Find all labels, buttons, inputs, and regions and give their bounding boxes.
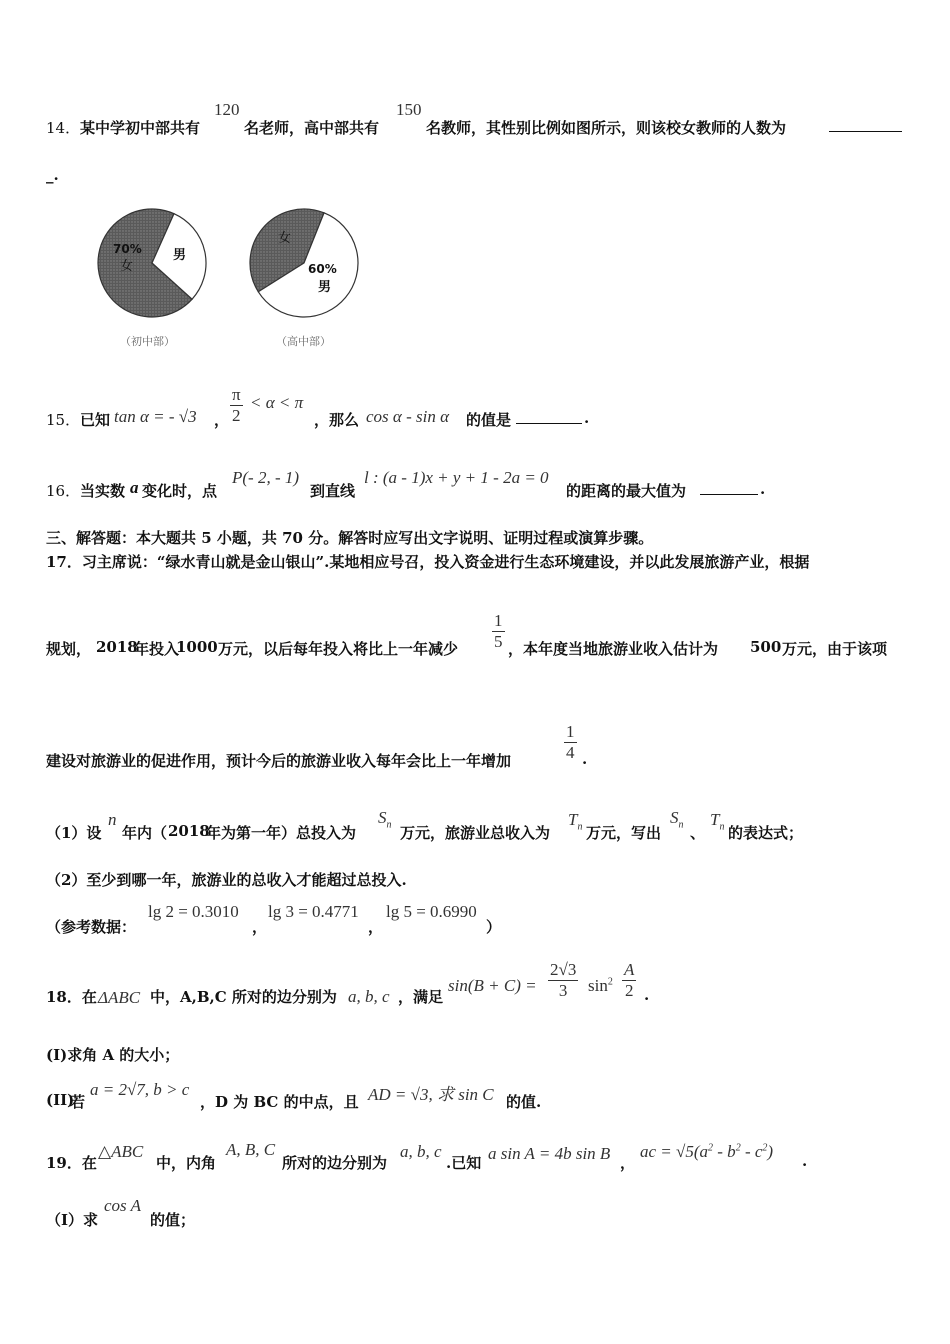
q17-text-2b: 年投入 <box>134 640 180 658</box>
q17-p1-year: 2018 <box>168 822 210 840</box>
q15-text-3: 的值是 <box>466 411 512 429</box>
q14-answer-blank <box>829 117 902 132</box>
q14-pie-charts <box>80 200 380 360</box>
pie-senior-female-label: 女 <box>278 231 292 246</box>
q17-reference <box>46 900 906 936</box>
q17-p1-b: 年内（ <box>122 824 168 842</box>
q18-part-I <box>46 1044 179 1065</box>
q15-line <box>46 385 906 431</box>
q15-inequality: < α < π <box>250 393 304 412</box>
q17-Sn: $S_n$ <box>378 808 392 831</box>
pie-senior-male-label: 男 <box>318 280 332 295</box>
q14-number-150: 150 <box>396 100 422 119</box>
q17-lg2: lg 2 = 0.3010 <box>148 902 239 921</box>
q17-year-2018: 2018 <box>96 638 138 656</box>
q16-line <box>46 466 906 500</box>
q15-number: 15． <box>46 411 81 429</box>
q16-text-1: 当实数 <box>80 482 126 500</box>
q17-frac2-num: 1 <box>566 722 575 741</box>
q19-part-I <box>46 1194 446 1230</box>
q15-comma: ， <box>214 411 230 429</box>
q19-i-label: （I）求 <box>46 1211 99 1229</box>
q17-comma-1: ， <box>252 918 268 936</box>
q18-lhs: sin(B + C) = <box>448 976 537 995</box>
section-3-heading: 三、解答题：本大题共 5 小题，共 70 分。解答时应写出文字说明、证明过程或演算步骤。 <box>46 529 654 547</box>
q18-ii-text-1: 若 <box>70 1093 86 1111</box>
q18-half-num: A <box>624 960 635 979</box>
q19-text-2: 所对的边分别为 <box>282 1154 388 1172</box>
q17-frac1-num: 1 <box>494 611 503 630</box>
q16-number: 16． <box>46 482 81 500</box>
q16-end: . <box>760 480 766 498</box>
q17-p1-a: （1）设 <box>46 824 102 842</box>
q17-text-2c: 万元，以后每年投入将比上一年减少 <box>218 640 459 658</box>
q15-text-1: 已知 <box>80 411 111 429</box>
q17-lg3: lg 3 = 0.4771 <box>268 902 359 921</box>
q19-sides: a, b, c <box>400 1142 442 1161</box>
q19-text-3: .已知 <box>446 1154 482 1172</box>
q19-i-end: 的值； <box>150 1211 196 1229</box>
q14-number: 14． <box>46 119 81 137</box>
q17-p1-d: 万元，旅游业总收入为 <box>400 824 551 842</box>
q17-line-1: 17．习主席说：“绿水青山就是金山银山”.某地相应号召，投入资金进行生态环境建设，并以此发展旅游产业，根据 <box>46 553 810 571</box>
q15-pi-over-2 <box>230 385 243 426</box>
pie-junior-female-pct: 70% <box>113 242 142 256</box>
q18-ii-AD: AD = √3, 求 sin C <box>368 1085 494 1104</box>
q18-frac-den: 3 <box>558 981 568 1000</box>
q18-frac-A-over-2 <box>622 960 636 1001</box>
q18-ii-text-2: ，D 为 BC 的中点，且 <box>200 1093 359 1111</box>
q17-sep: 、 <box>690 824 706 842</box>
q17-Sn-2: $S_n$ <box>670 808 684 831</box>
q17-p1-f: 的表达式； <box>728 824 804 842</box>
q17-text-2d: ，本年度当地旅游业收入估计为 <box>508 640 719 658</box>
q18-text-2: ，满足 <box>398 988 444 1006</box>
q18-part-II <box>46 1076 906 1112</box>
q17-p1-n: n <box>108 810 117 829</box>
q17-part-1 <box>46 808 906 844</box>
q15-text-2: ，那么 <box>314 411 360 429</box>
q17-ref-label: （参考数据： <box>46 918 137 936</box>
q19-i-cos-A: cos A <box>104 1196 141 1215</box>
q14-text-3: 名教师，其性别比例如图所示，则该校女教师的人数为 <box>426 119 787 137</box>
q16-text-4: 的距离的最大值为 <box>566 482 687 500</box>
pie-junior-female-label: 女 <box>120 259 134 274</box>
q19-eq-1: a sin A = 4b sin B <box>488 1144 611 1163</box>
q15-answer-blank <box>516 409 582 424</box>
q17-amount-500: 500 <box>750 638 782 656</box>
pie-senior <box>250 209 358 348</box>
q17-p1-c: 年为第一年）总投入为 <box>206 824 357 842</box>
q17-frac2-den: 4 <box>566 743 575 762</box>
pie-junior <box>98 209 206 348</box>
q17-p1-e: 万元，写出 <box>586 824 662 842</box>
q18-frac-num: 2√3 <box>550 960 577 979</box>
q18-sin: $\sin^2$ <box>588 976 613 995</box>
q18-ii-condition: a = 2√7, b > c <box>90 1080 190 1099</box>
q18-frac-2sqrt3-over-3 <box>548 960 578 1001</box>
q14-end: _. <box>46 166 59 184</box>
q18-end: . <box>644 986 650 1004</box>
q14-line <box>46 100 906 137</box>
q14-text-1: 某中学初中部共有 <box>80 119 201 137</box>
q16-text-2: 变化时，点 <box>142 482 218 500</box>
pie-junior-male-label: 男 <box>173 248 187 263</box>
pie-senior-caption: （高中部） <box>276 335 331 348</box>
q17-frac-one-fourth <box>564 722 577 763</box>
pie-senior-male-pct: 60% <box>308 262 337 276</box>
q17-frac1-den: 5 <box>494 632 503 651</box>
q17-text-2e: 万元，由于该项 <box>782 640 888 658</box>
q17-text-2a: 规划， <box>46 640 92 658</box>
q18-line <box>46 960 906 1010</box>
q19-angles: A, B, C <box>226 1140 276 1159</box>
q19-comma: ， <box>620 1154 636 1172</box>
q16-line-equation: l : (a - 1)x + y + 1 - 2a = 0 <box>364 468 549 487</box>
q17-Tn: $T_n$ <box>568 810 583 833</box>
q16-answer-blank <box>700 480 758 495</box>
q18-ii-label: (II) <box>46 1091 75 1109</box>
q15-frac-num: π <box>232 385 241 404</box>
q17-text-3: 建设对旅游业的促进作用，预计今后的旅游业收入每年会比上一年增加 <box>46 752 512 770</box>
q18-number: 18．在 <box>46 988 97 1006</box>
q15-end: . <box>584 409 590 427</box>
q18-i-text: 求角 A 的大小； <box>67 1046 180 1064</box>
q15-frac-den: 2 <box>232 406 241 425</box>
q17-part-2: （2）至少到哪一年，旅游业的总收入才能超过总投入. <box>46 871 407 889</box>
q17-Tn-2: $T_n$ <box>710 810 725 833</box>
q17-line-3 <box>46 722 906 772</box>
q16-text-3: 到直线 <box>310 482 356 500</box>
q16-point: P(- 2, - 1) <box>232 468 300 487</box>
q17-lg5: lg 5 = 0.6990 <box>386 902 477 921</box>
q19-text-1: 中，内角 <box>156 1154 217 1172</box>
q15-expression: cos α - sin α <box>366 407 450 426</box>
q17-frac-one-fifth <box>492 611 505 652</box>
pie-junior-caption: （初中部） <box>120 335 175 348</box>
q17-comma-2: ， <box>368 918 384 936</box>
q19-line <box>46 1138 906 1174</box>
q18-i-label: (I) <box>46 1046 68 1064</box>
q19-eq-2: ac = $√5(a^2 - b^2 - c^2)$ <box>640 1142 774 1161</box>
q19-number: 19．在 <box>46 1154 97 1172</box>
q18-ii-end: 的值. <box>506 1093 542 1111</box>
q16-var-a: a <box>130 478 139 497</box>
q18-half-den: 2 <box>624 981 634 1000</box>
q18-text-1: 中，A,B,C 所对的边分别为 <box>150 988 337 1006</box>
q17-line-2 <box>46 611 906 661</box>
q14-text-2: 名老师，高中部共有 <box>244 119 380 137</box>
q17-text-3-end: . <box>582 750 588 768</box>
q14-number-120: 120 <box>214 100 240 119</box>
q17-ref-end: ） <box>486 918 502 936</box>
q15-tan-eq: tan α = - √3 <box>114 407 197 426</box>
q18-sides: a, b, c <box>348 987 390 1006</box>
q18-triangle: ΔABC <box>98 988 141 1007</box>
q19-end: . <box>802 1152 808 1170</box>
q17-amount-1000: 1000 <box>176 638 218 656</box>
q19-triangle: △ABC <box>98 1142 144 1161</box>
